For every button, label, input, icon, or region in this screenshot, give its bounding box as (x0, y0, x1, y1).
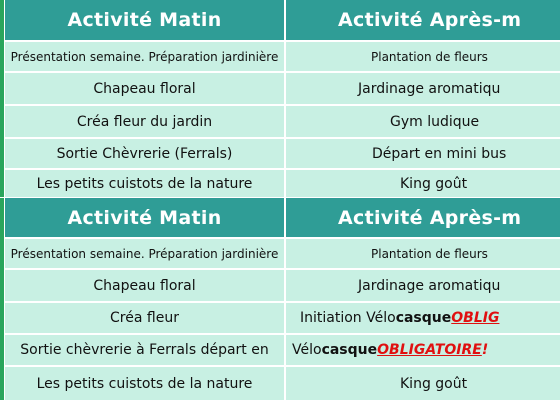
header-morning: Activité Matin (5, 0, 284, 40)
afternoon-activity (286, 335, 560, 365)
table-row (0, 170, 560, 197)
morning-activity: Sortie Chèvrerie (Ferrals) (5, 139, 284, 168)
afternoon-activity: King goût (286, 170, 560, 197)
table-row (0, 335, 560, 365)
table-row (0, 73, 560, 104)
header-row (0, 198, 560, 237)
table-row (0, 239, 560, 268)
helmet-word: casque (321, 342, 378, 358)
morning-activity: Les petits cuistots de la nature (5, 367, 284, 400)
morning-activity: Présentation semaine. Préparation jardinière (5, 239, 284, 268)
afternoon-activity: Départ en mini bus (286, 139, 560, 168)
afternoon-activity: Gym ludique (286, 106, 560, 137)
header-afternoon: Activité Après-m (286, 0, 560, 40)
afternoon-activity: Jardinage aromatiqu (286, 270, 560, 301)
morning-activity: Créa fleur (5, 303, 284, 333)
table-row (0, 303, 560, 333)
header-morning: Activité Matin (5, 198, 284, 237)
morning-activity: Présentation semaine. Préparation jardinière (5, 42, 284, 71)
mandatory-warning: OBLIGATOIRE (377, 342, 482, 358)
header-row (0, 0, 560, 40)
afternoon-activity (286, 303, 560, 333)
table-row (0, 270, 560, 301)
header-afternoon: Activité Après-m (286, 198, 560, 237)
table-row (0, 139, 560, 168)
morning-activity: Les petits cuistots de la nature (5, 170, 284, 197)
table-row (0, 367, 560, 400)
morning-activity: Créa fleur du jardin (5, 106, 284, 137)
afternoon-activity: King goût (286, 367, 560, 400)
afternoon-activity: Jardinage aromatiqu (286, 73, 560, 104)
morning-activity: Sortie chèvrerie à Ferrals départ en (5, 335, 284, 365)
afternoon-text: Vélo (292, 342, 322, 358)
afternoon-activity: Plantation de fleurs (286, 42, 560, 71)
afternoon-activity: Plantation de fleurs (286, 239, 560, 268)
helmet-word: casque (395, 310, 452, 326)
mandatory-warning: OBLIG (451, 310, 500, 326)
afternoon-text: Initiation Vélo (300, 310, 396, 326)
exclamation-mark: ! (481, 342, 489, 358)
table-row (0, 42, 560, 71)
table-row (0, 106, 560, 137)
morning-activity: Chapeau floral (5, 270, 284, 301)
morning-activity: Chapeau floral (5, 73, 284, 104)
